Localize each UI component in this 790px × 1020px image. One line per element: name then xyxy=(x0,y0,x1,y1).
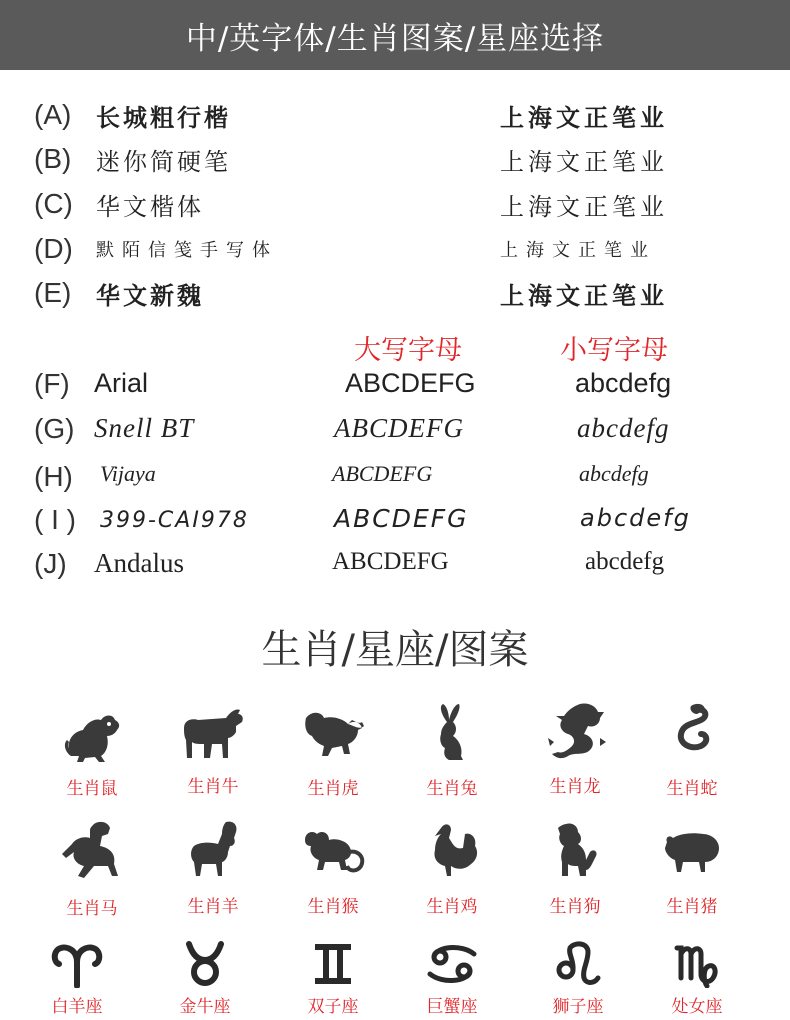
font-name: 迷你简硬笔 xyxy=(96,147,231,176)
option-label: (J) xyxy=(34,548,67,579)
uppercase-sample: ABCDEFG xyxy=(332,461,433,486)
zodiac-label: 生肖龙 xyxy=(549,777,601,797)
zodiac-label: 生肖兔 xyxy=(426,779,478,799)
star-sign-leo[interactable] xyxy=(523,940,633,1017)
zodiac-dog[interactable] xyxy=(520,818,630,917)
option-label: (C) xyxy=(34,188,73,219)
zodiac-pig[interactable] xyxy=(637,818,747,917)
zodiac-label: 生肖牛 xyxy=(187,777,239,797)
font-option-c[interactable] xyxy=(34,185,684,223)
rooster-icon xyxy=(417,818,487,888)
font-option-e[interactable] xyxy=(34,274,684,312)
leo-icon xyxy=(548,940,608,988)
font-option-f[interactable] xyxy=(34,364,754,404)
star-sign-label: 白羊座 xyxy=(51,997,103,1017)
option-label: (E) xyxy=(34,277,72,308)
section-title: 生肖/星座/图案 xyxy=(261,627,529,673)
font-name: Snell BT xyxy=(94,413,195,443)
font-option-j[interactable] xyxy=(34,544,754,584)
taurus-icon xyxy=(175,940,235,988)
font-name: Vijaya xyxy=(100,461,156,486)
font-option-h[interactable] xyxy=(34,457,754,497)
zodiac-label: 生肖羊 xyxy=(187,897,239,917)
star-sign-label: 狮子座 xyxy=(552,997,604,1017)
zodiac-label: 生肖鼠 xyxy=(66,779,118,799)
virgo-icon xyxy=(667,940,727,988)
lowercase-sample: abcdefg xyxy=(575,368,672,398)
lowercase-header: 小写字母 xyxy=(560,335,668,366)
font-sample: 上海文正笔业 xyxy=(500,280,668,310)
tiger-icon xyxy=(298,700,368,770)
font-option-d[interactable] xyxy=(34,230,684,268)
star-sign-aries[interactable] xyxy=(22,940,132,1017)
dog-icon xyxy=(540,818,610,888)
star-sign-gemini[interactable] xyxy=(278,940,388,1017)
option-label: ( I ) xyxy=(34,504,76,535)
zodiac-horse[interactable] xyxy=(37,818,147,919)
zodiac-label: 生肖猪 xyxy=(666,897,718,917)
cancer-icon xyxy=(422,940,482,988)
ox-icon xyxy=(178,698,248,768)
font-sample: 上海文正笔业 xyxy=(500,192,668,221)
font-option-b[interactable] xyxy=(34,140,684,178)
option-label: (B) xyxy=(34,143,72,174)
star-sign-label: 双子座 xyxy=(307,997,359,1017)
horse-icon xyxy=(54,818,130,890)
lowercase-sample: abcdefg xyxy=(577,413,670,443)
font-option-i[interactable] xyxy=(34,500,754,540)
rat-icon xyxy=(57,700,127,770)
star-sign-label: 巨蟹座 xyxy=(426,997,478,1017)
zodiac-label: 生肖蛇 xyxy=(666,779,718,799)
star-sign-label: 金牛座 xyxy=(179,997,231,1017)
option-label: (G) xyxy=(34,413,75,444)
zodiac-dragon[interactable] xyxy=(520,698,630,797)
uppercase-sample: ABCDEFG xyxy=(345,368,476,398)
zodiac-rooster[interactable] xyxy=(397,818,507,917)
zodiac-rat[interactable] xyxy=(37,700,147,799)
font-sample: 上海文正笔业 xyxy=(500,102,668,132)
star-sign-taurus[interactable] xyxy=(150,940,260,1017)
rabbit-icon xyxy=(417,700,487,770)
option-label: (H) xyxy=(34,461,73,492)
font-option-a[interactable] xyxy=(34,96,684,134)
font-name: 默陌信笺手写体 xyxy=(96,240,278,261)
uppercase-sample: ABCDEFG xyxy=(334,413,464,443)
zodiac-label: 生肖马 xyxy=(66,899,118,919)
zodiac-goat[interactable] xyxy=(158,818,268,917)
uppercase-sample: ABCDEFG xyxy=(332,548,449,575)
font-name: Andalus xyxy=(94,548,184,578)
zodiac-snake[interactable] xyxy=(637,700,747,799)
lowercase-sample: abcdefg xyxy=(585,548,665,575)
aries-icon xyxy=(47,940,107,988)
snake-icon xyxy=(657,700,727,770)
uppercase-header: 大写字母 xyxy=(354,335,462,366)
star-sign-virgo[interactable] xyxy=(642,940,752,1017)
gemini-icon xyxy=(303,940,363,988)
option-label: (A) xyxy=(34,99,72,130)
dragon-icon xyxy=(540,698,610,768)
uppercase-sample: ABCDEFG xyxy=(334,504,469,533)
zodiac-label: 生肖虎 xyxy=(307,779,359,799)
zodiac-label: 生肖猴 xyxy=(307,897,359,917)
goat-icon xyxy=(178,818,248,888)
font-name: 长城粗行楷 xyxy=(96,102,231,132)
lowercase-sample: abcdefg xyxy=(580,504,691,532)
lowercase-sample: abcdefg xyxy=(579,461,649,486)
zodiac-label: 生肖狗 xyxy=(549,897,601,917)
monkey-icon xyxy=(295,818,371,888)
zodiac-tiger[interactable] xyxy=(278,700,388,799)
font-name: Arial xyxy=(94,368,149,398)
star-sign-label: 处女座 xyxy=(671,997,723,1017)
page-header xyxy=(0,0,790,70)
font-sample: 上海文正笔业 xyxy=(500,240,656,261)
header-title: 中/英字体/生肖图案/星座选择 xyxy=(185,20,605,57)
font-option-g[interactable] xyxy=(34,409,754,449)
font-name: 华文新魏 xyxy=(96,280,204,310)
star-sign-cancer[interactable] xyxy=(397,940,507,1017)
zodiac-ox[interactable] xyxy=(158,698,268,797)
option-label: (D) xyxy=(34,233,73,264)
option-label: (F) xyxy=(34,368,70,399)
font-name: 399-CAI978 xyxy=(100,508,249,533)
font-name: 华文楷体 xyxy=(96,192,204,221)
zodiac-label: 生肖鸡 xyxy=(426,897,478,917)
pig-icon xyxy=(657,818,727,888)
font-sample: 上海文正笔业 xyxy=(500,147,668,176)
zodiac-rabbit[interactable] xyxy=(397,700,507,799)
zodiac-monkey[interactable] xyxy=(278,818,388,917)
